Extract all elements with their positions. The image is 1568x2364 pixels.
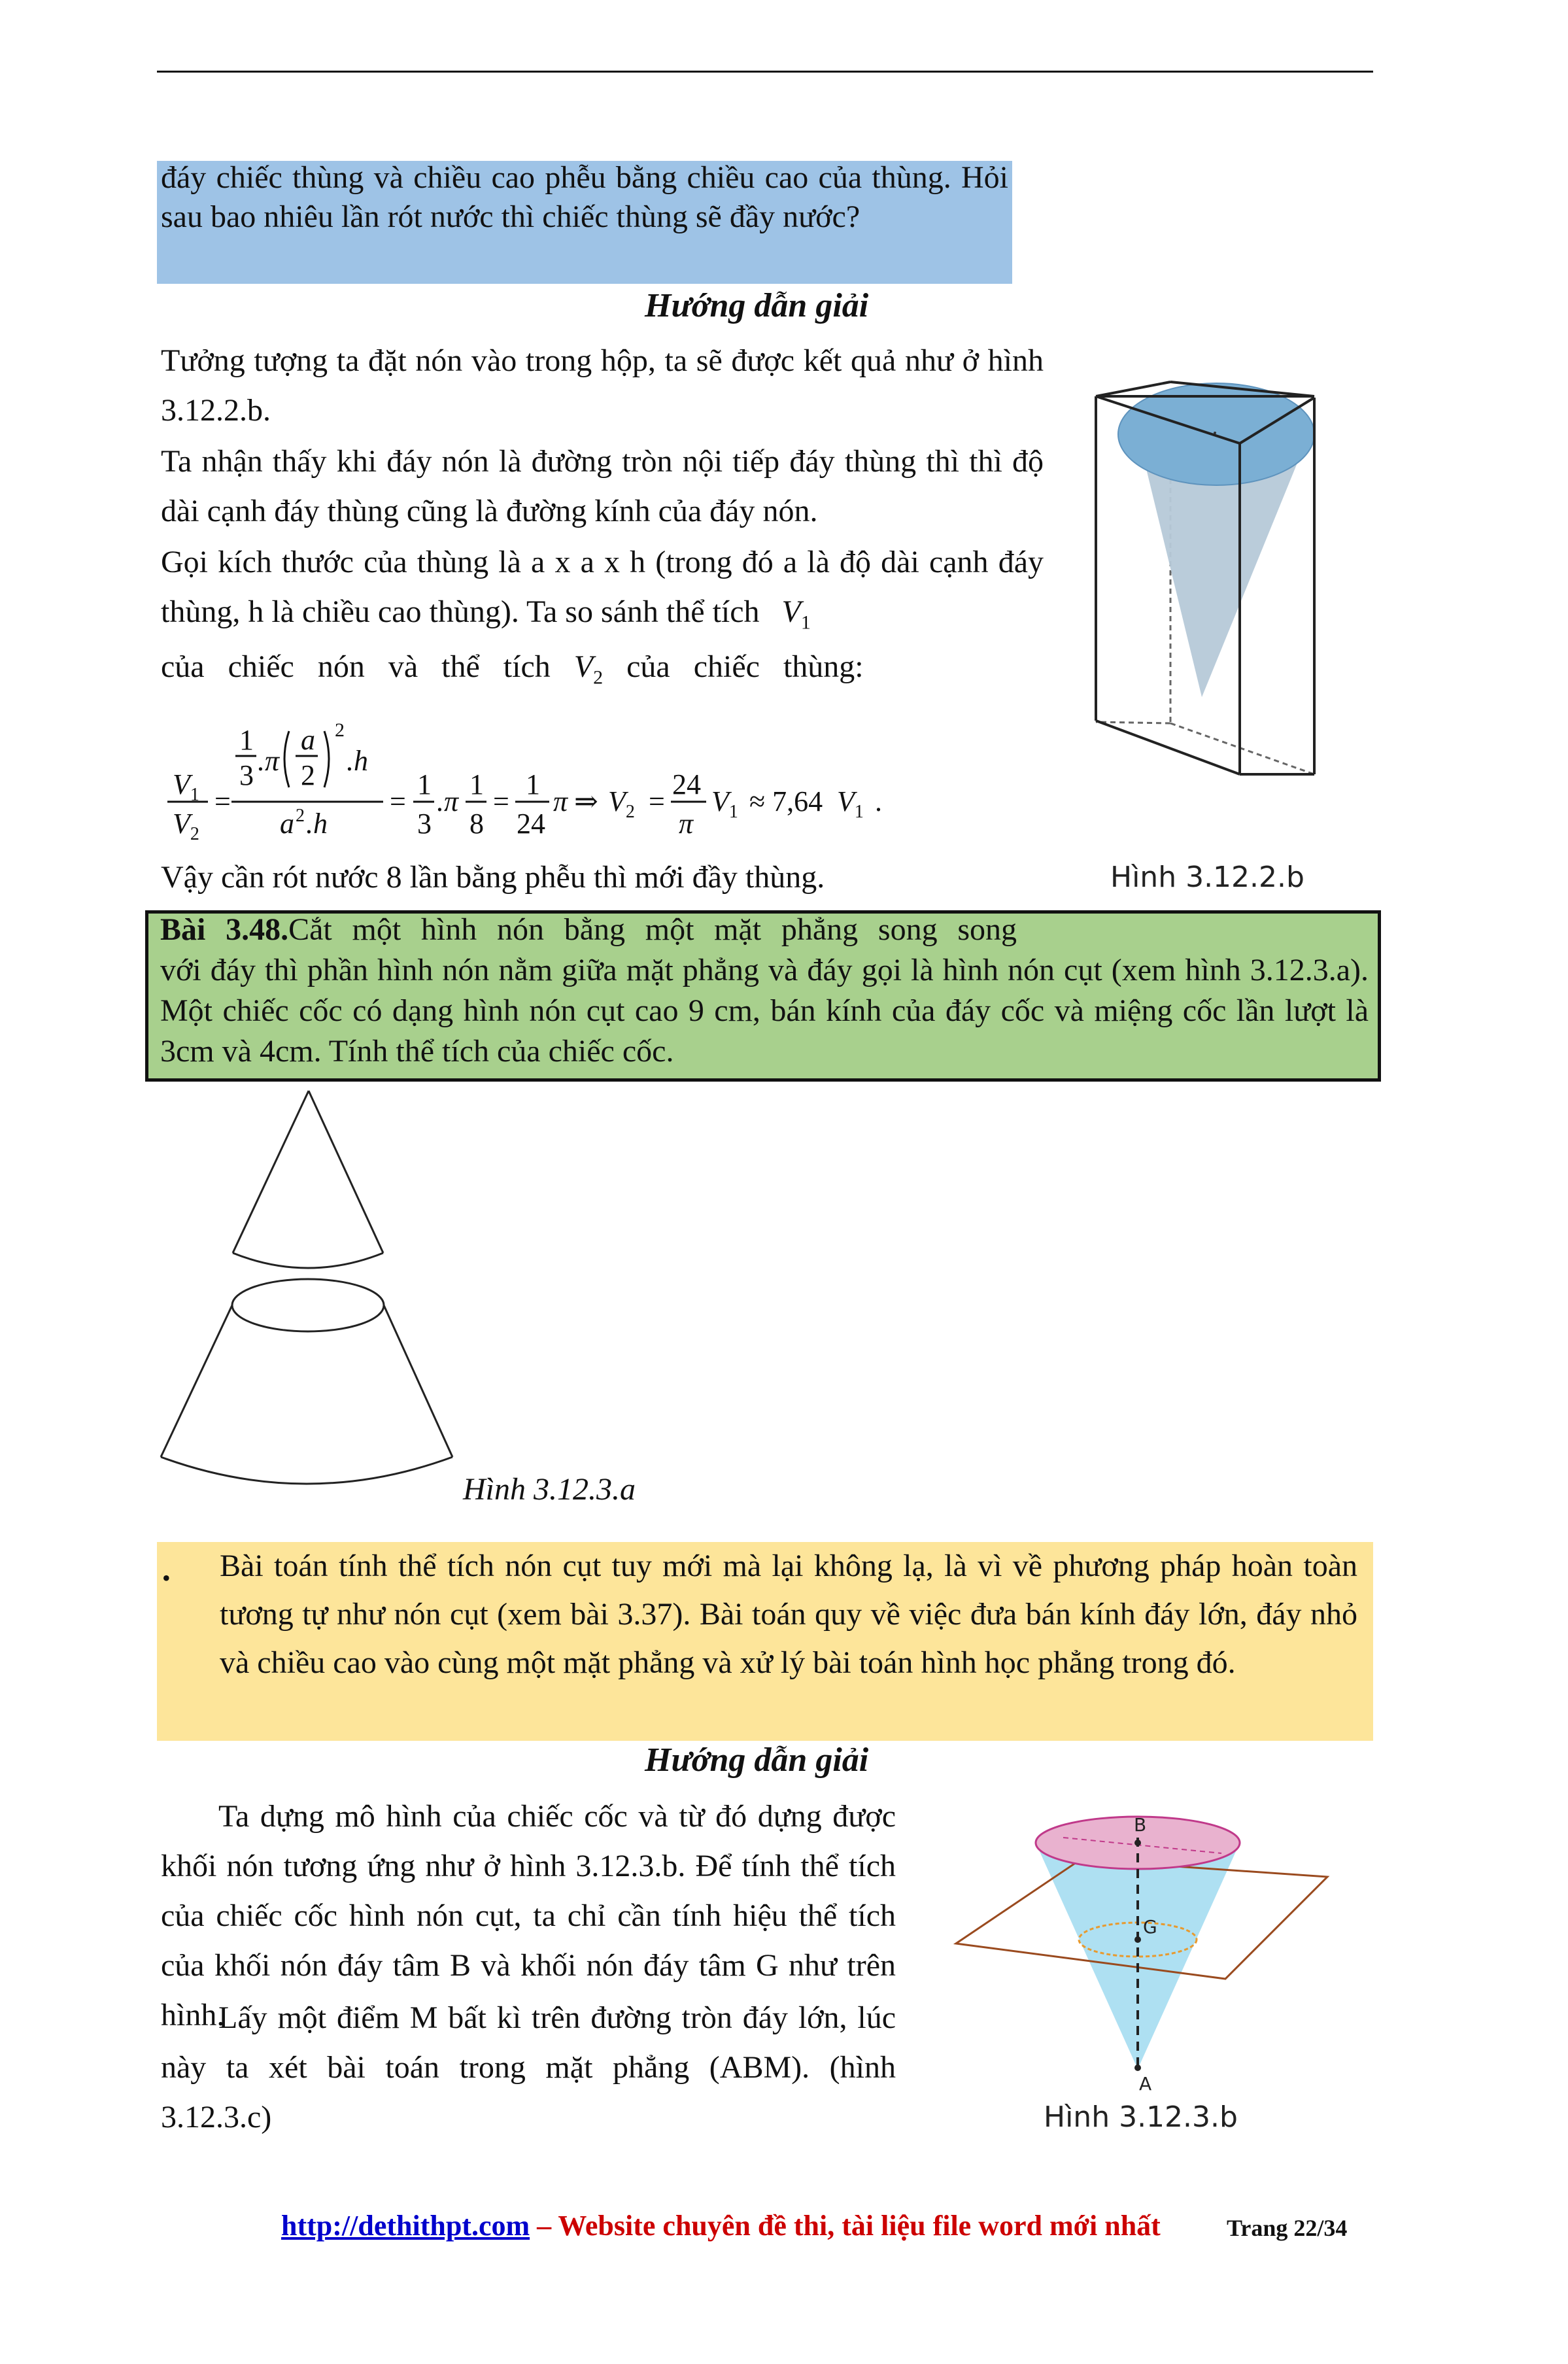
svg-text:⇒: ⇒ [574, 785, 598, 817]
svg-text:3: 3 [417, 808, 432, 840]
svg-text:.: . [875, 785, 882, 817]
svg-text:=: = [390, 785, 406, 817]
v1-symbol: $V_1$ [781, 594, 811, 634]
svg-text:.h: .h [347, 745, 368, 777]
exercise-line1: Bài 3.48.Cắt một hình nón bằng một mặt phẳng song song [160, 912, 1017, 947]
svg-text:.π: .π [437, 785, 459, 817]
note-box [157, 1542, 1373, 1741]
svg-text:3: 3 [239, 759, 254, 791]
label-b: B [1134, 1814, 1147, 1836]
figure-cone-in-box [1072, 351, 1334, 815]
intro-text: đáy chiếc thùng và chiều cao phễu bằng chiều cao của thùng. Hỏi sau bao nhiêu lần rót nước thì chiếc thùng sẽ đầy nước? [161, 160, 1008, 234]
figure-frustum-plane [953, 1805, 1346, 2093]
svg-text:2: 2 [296, 806, 305, 826]
note-bullet: • [162, 1565, 171, 1591]
note-text: Bài toán tính thể tích nón cụt tuy mới mà lại không lạ, là vì về phương pháp hoàn toàn tương tự như nón cụt (xem bài 3.37). Bài toán quy về việc đưa bán kính đáy lớn, đáy nhỏ và chiều cao vào cùng một mặt phẳng và xử lý bài toán hình học phẳng trong đó. [220, 1549, 1357, 1680]
figure1-caption: Hình 3.12.2.b [1110, 861, 1304, 894]
svg-text:24: 24 [672, 768, 701, 800]
solution1-p1: Tưởng tượng ta đặt nón vào trong hộp, ta sẽ được kết quả như ở hình 3.12.2.b. [161, 343, 1044, 428]
svg-text:1: 1 [526, 768, 540, 800]
formula-v2: $V_2$ [173, 808, 199, 840]
svg-text:2: 2 [301, 759, 315, 791]
exercise-label: Bài 3.48. [160, 912, 289, 947]
footer-text: – Website chuyên đề thi, tài liệu file word mới nhất [530, 2210, 1161, 2242]
solution2-p1: Ta dựng mô hình của chiếc cốc và từ đó dựng được khối nón tương ứng như ở hình 3.12.3.b. Để tính thể tích của chiếc cốc hình nón cụt, ta chỉ cần tính hiệu thể tích của khối nón đáy tâm B và khối nón đáy tâm G như trên hình. [161, 1799, 896, 2032]
svg-text:1: 1 [469, 768, 484, 800]
label-g: G [1143, 1916, 1157, 1938]
solution1-conclusion: Vậy cần rót nước 8 lần bằng phễu thì mới đầy thùng. [161, 860, 825, 895]
footer [281, 2209, 1161, 2242]
svg-text:8: 8 [469, 808, 484, 840]
solution1-p3: Gọi kích thước của thùng là a x a x h (trong đó a là độ dài cạnh đáy thùng, h là chiều cao thùng). Ta so sánh thể tích [161, 545, 1044, 629]
svg-text:.h: .h [306, 808, 328, 840]
exercise-line2: với đáy thì phần hình nón nằm giữa mặt phẳng và đáy gọi là hình nón cụt (xem hình 3.12.3.a). Một chiếc cốc có dạng hình nón cụt cao 9 cm, bán kính của đáy cốc và miệng cốc lần lượt là 3cm và 4cm. Tính thể tích của chiếc cốc. [160, 953, 1369, 1069]
exercise-box [145, 910, 1381, 1082]
solution-heading-1: Hướng dẫn giải [645, 287, 869, 324]
svg-text:=: = [214, 785, 231, 817]
solution2-p2: Lấy một điểm M bất kì trên đường tròn đáy lớn, lúc này ta xét bài toán trong mặt phẳng (ABM). (hình 3.12.3.c) [161, 2000, 896, 2134]
svg-text:=: = [493, 785, 509, 817]
figure3-caption: Hình 3.12.3.b [1044, 2100, 1238, 2134]
figure2-caption: Hình 3.12.3.a [463, 1472, 636, 1507]
footer-link[interactable]: http://dethithpt.com [281, 2210, 530, 2242]
label-a: A [1139, 2073, 1152, 2093]
intro-highlight-box [157, 161, 1012, 284]
solution1-p3-wrap [161, 538, 1044, 648]
formula-v1c: $V_1$ [837, 785, 864, 822]
solution1-p4: của chiếc nón và thể tích $V_2$ của chiếc thùng: [161, 649, 864, 689]
svg-text:24: 24 [517, 808, 545, 840]
formula-den-a: a [280, 808, 294, 840]
svg-text:.π: .π [258, 745, 280, 777]
svg-text:a: a [301, 724, 315, 756]
header-rule [157, 71, 1373, 73]
volume-ratio-formula [161, 722, 959, 840]
page-number: Trang 22/34 [1227, 2215, 1348, 2241]
figure-cut-cone [157, 1086, 471, 1491]
solution1-p2: Ta nhận thấy khi đáy nón là đường tròn nội tiếp đáy thùng thì thì độ dài cạnh đáy thùng cũng là đường kính của đáy nón. [161, 444, 1044, 528]
svg-text:1: 1 [239, 724, 254, 756]
formula-v1b: $V_1$ [711, 785, 738, 822]
svg-text:π: π [553, 785, 568, 817]
svg-text:≈ 7,64: ≈ 7,64 [749, 785, 823, 817]
formula-v1: $V_1$ [173, 768, 199, 805]
svg-text:π: π [679, 808, 694, 840]
svg-text:2: 2 [335, 722, 345, 741]
solution-heading-2: Hướng dẫn giải [645, 1741, 869, 1779]
formula-v2b: $V_2$ [608, 785, 635, 822]
svg-text:1: 1 [417, 768, 432, 800]
svg-text:=: = [649, 785, 665, 817]
